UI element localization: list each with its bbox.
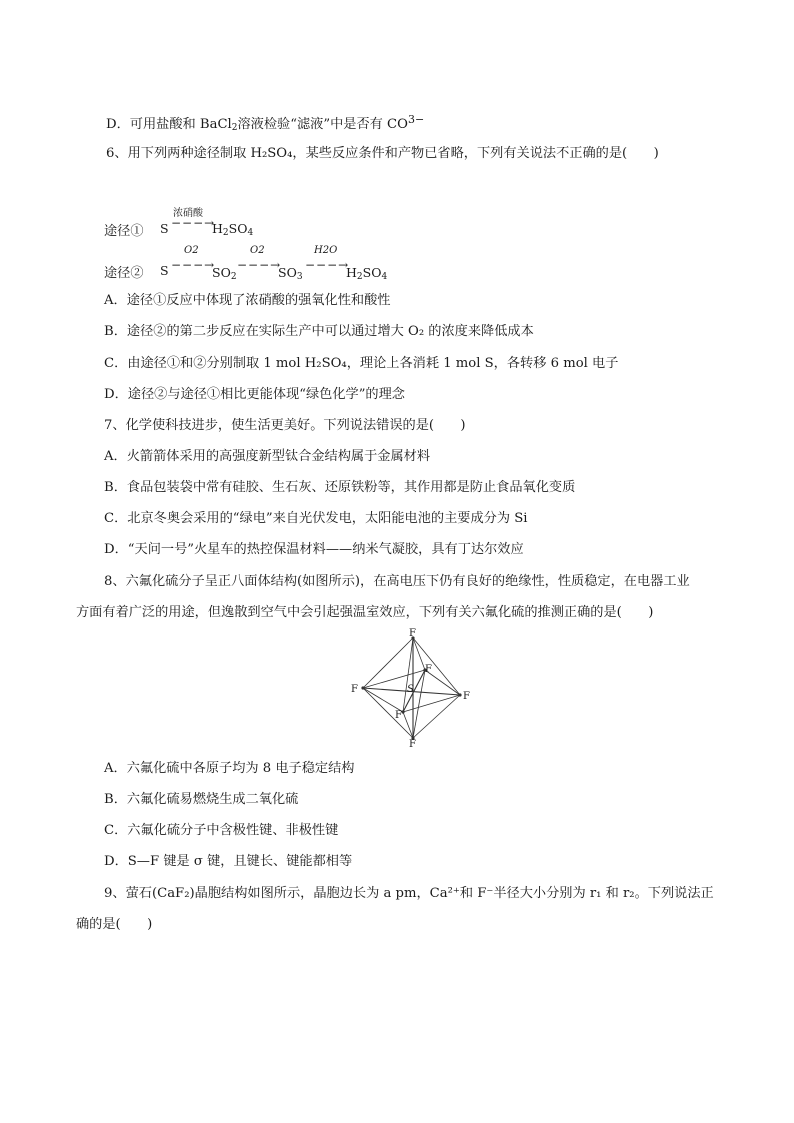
q6-option-b: B．途径②的第二步反应在实际生产中可以通过增大 O₂ 的浓度来降低成本 xyxy=(104,324,534,339)
route1-arrow: −−−→ xyxy=(171,216,216,230)
route2-arrow2: −−−→ xyxy=(237,258,282,272)
f-label-left: F xyxy=(351,684,358,695)
route2-arrow3: −−−→ xyxy=(305,258,350,272)
route2-start: S xyxy=(160,263,169,278)
bond-edge xyxy=(413,638,425,670)
route2-label: 途径② xyxy=(104,266,144,281)
q8-stem-line2: 方面有着广泛的用途，但逸散到空气中会引起强温室效应，下列有关六氟化硫的推测正确的是( ) xyxy=(76,605,654,620)
route1-start: S xyxy=(160,221,169,236)
f-atom xyxy=(361,686,364,689)
f-atom xyxy=(458,693,461,696)
bond-edge xyxy=(413,695,460,738)
q6-option-a: A．途径①反应中体现了浓硝酸的强氧化性和酸性 xyxy=(104,293,391,308)
sf6-octahedron-figure xyxy=(345,628,475,748)
route1-label: 途径① xyxy=(104,224,144,239)
bond-edge xyxy=(403,695,460,712)
route1-arrow-label: 浓硝酸 xyxy=(173,208,203,219)
q8-option-d: D．S—F 键是 σ 键，且键长、键能都相等 xyxy=(104,854,353,869)
f-label-back: F xyxy=(425,664,432,675)
f-label-bottom: F xyxy=(409,739,416,748)
bond-edge xyxy=(403,712,413,738)
q7-option-c: C．北京冬奥会采用的“绿电”来自光伏发电，太阳能电池的主要成分为 Si xyxy=(104,511,528,526)
q8-option-b: B．六氟化硫易燃烧生成二氧化硫 xyxy=(104,792,299,807)
q7-option-a: A．火箭箭体采用的高强度新型钛合金结构属于金属材料 xyxy=(104,449,431,464)
q7-option-d: D．“天问一号”火星车的热控保温材料——纳米气凝胶，具有丁达尔效应 xyxy=(104,542,524,557)
q6-stem: 6、用下列两种途径制取 H₂SO₄，某些反应条件和产物已省略，下列有关说法不正确的是( ) xyxy=(106,146,659,161)
route2-arrow2-label: O2 xyxy=(250,245,265,256)
sf6-octahedron-svg xyxy=(345,628,475,748)
route1-product: $H_2SO_4$ xyxy=(212,221,254,238)
route2-product: $H_2SO_4$ xyxy=(346,265,388,282)
q8-option-c: C．六氟化硫分子中含极性键、非极性键 xyxy=(104,823,339,838)
route2-arrow1: −−−→ xyxy=(171,258,216,272)
bond-edge xyxy=(413,670,425,738)
bond-edge xyxy=(403,638,413,712)
route2-mid2: $SO_3$ xyxy=(278,265,303,282)
q5-option-d: D．可用盐酸和 BaCl$_2$溶液检验“滤液”中是否有 $CO^{3-}$ xyxy=(106,113,425,133)
q8-option-a: A．六氟化硫中各原子均为 8 电子稳定结构 xyxy=(104,761,355,776)
q7-stem: 7、化学使科技进步，使生活更美好。下列说法错误的是( ) xyxy=(104,418,466,433)
route2-arrow3-label: H2O xyxy=(314,245,338,256)
route2-mid1: $SO_2$ xyxy=(212,265,237,282)
q9-stem-line2: 确的是( ) xyxy=(76,917,153,932)
q7-option-b: B．食品包装袋中常有硅胶、生石灰、还原铁粉等，其作用都是防止食品氧化变质 xyxy=(104,480,576,495)
bond-edge xyxy=(413,638,460,695)
s-label-center: S xyxy=(407,684,414,695)
f-label-top: F xyxy=(409,628,416,639)
q9-stem-line1: 9、萤石(CaF₂)晶胞结构如图所示，晶胞边长为 a pm，Ca²⁺和 F⁻半径大小分别为 r₁ 和 r₂。下列说法正 xyxy=(104,886,714,901)
q6-option-c: C．由途径①和②分别制取 1 mol H₂SO₄，理论上各消耗 1 mol S，各转移 6 mol 电子 xyxy=(104,356,619,371)
q6-option-d: D．途径②与途径①相比更能体现“绿色化学”的理念 xyxy=(104,387,405,402)
f-label-right: F xyxy=(463,691,470,702)
route2-arrow1-label: O2 xyxy=(184,245,199,256)
q8-stem-line1: 8、六氟化硫分子呈正八面体结构(如图所示)，在高电压下仍有良好的绝缘性，性质稳定，在电器工业 xyxy=(104,574,690,589)
f-label-front: F xyxy=(395,710,402,721)
